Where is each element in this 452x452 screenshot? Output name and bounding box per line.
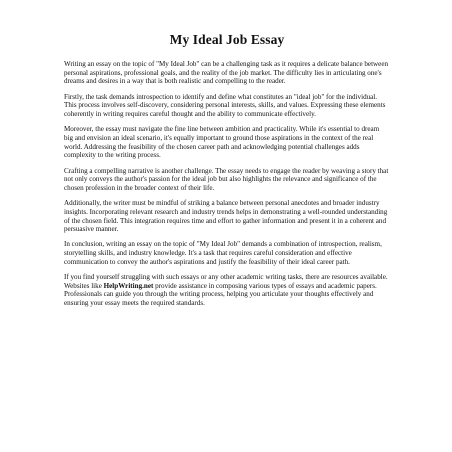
paragraph-conclusion: In conclusion, writing an essay on the topic of "My Ideal Job" demands a combination of introspection, realism, storytelling skills, and industry knowledge. It's a task that requires careful consideration and effective communication to convey the author's aspirations and justify the feasibility of their ideal career path. — [64, 240, 382, 266]
paragraph-additionally: Additionally, the writer must be mindful of striking a balance between personal anecdotes and broader industry insights. Incorporating relevant research and industry trends helps in demonstrating a well-rounded understanding of the chosen field. This integration requires time and effort to gather information and present it in a coherent and persuasive manner. — [64, 199, 388, 234]
helpwriting-link[interactable]: HelpWriting.net — [103, 281, 154, 290]
paragraph-moreover: Moreover, the essay must navigate the fine line between ambition and practicality. While it's essential to dream big and envision an ideal scenario, it's equally important to ground those aspirations in the context of the real world. Addressing the feasibility of the chosen career path and acknowledging potential challenges adds complexity to the writing process. — [64, 125, 380, 160]
closing-text-after: provide assistance in composing various types of essays and academic papers. Professionals can guide you through the writing process, helping you articulate your thoughts effectively and ensuring your essay meets the required standards. — [64, 281, 377, 308]
paragraph-intro: Writing an essay on the topic of "My Ideal Job" can be a challenging task as it requires a delicate balance between personal aspirations, professional goals, and the reality of the job market. The difficulty lies in articulating one's dreams and desires in a way that is both realistic and compelling to the reader. — [64, 60, 389, 86]
paragraph-firstly: Firstly, the task demands introspection to identify and define what constitutes an "ideal job" for the individual. This process involves self-discovery, considering personal interests, skills, and values. Expressing these elements coherently in writing requires careful thought and the ability to communicate effectively. — [64, 92, 386, 119]
paragraph-closing — [64, 273, 390, 308]
page-title: My Ideal Job Essay — [169, 32, 285, 47]
paragraph-narrative: Crafting a compelling narrative is another challenge. The essay needs to engage the reader by weaving a story that not only conveys the author's passion for the ideal job but also highlights the relevance and significance of the chosen profession in the broader context of their life. — [64, 166, 389, 192]
closing-text-before: If you find yourself struggling with such essays or any other academic writing tasks, there are resources available. Websites like — [64, 273, 388, 290]
